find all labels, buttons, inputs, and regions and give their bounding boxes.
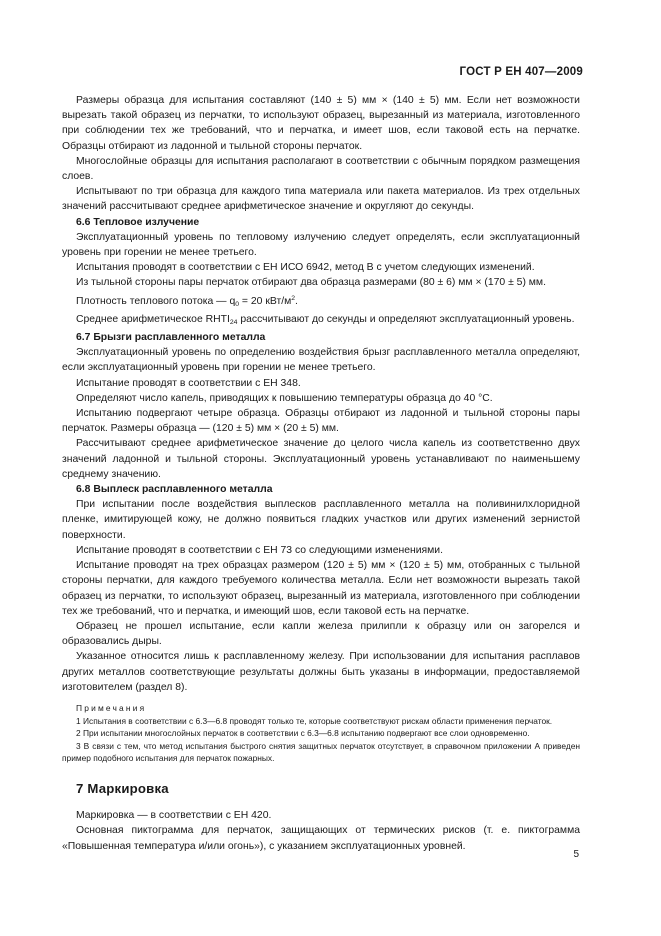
intro-paragraph: Многослойные образцы для испытания располагают в соответствии с обычным порядком размещения слоев.	[62, 155, 580, 183]
s67-paragraph: Испытание проводят в соответствии с ЕН 348.	[76, 377, 301, 389]
flux-text: Плотность теплового потока — q	[76, 295, 236, 307]
notes-block	[62, 702, 580, 765]
document-body	[62, 93, 580, 854]
notes-title: Примечания	[76, 702, 147, 713]
rhti-text: Среднее арифметическое RHTI	[76, 313, 230, 325]
standard-designation: ГОСТ Р ЕН 407—2009	[459, 66, 583, 78]
rhti-text: рассчитывают до секунды и определяют эксплуатационный уровень.	[237, 313, 575, 325]
note-item: 1 Испытания в соответствии с 6.3—6.8 проводят только те, которые соответствуют рискам области применения перчаток.	[76, 715, 553, 726]
s66-paragraph: Испытания проводят в соответствии с ЕН ИСО 6942, метод В с учетом следующих изменений.	[76, 262, 535, 274]
note-item: 2 При испытании многослойных перчаток в соответствии с 6.3—6.8 испытанию подвергают все слои одновременно.	[76, 728, 530, 739]
flux-text: .	[295, 295, 298, 307]
s66-heat-flux	[62, 291, 580, 312]
intro-paragraph: Испытывают по три образца для каждого типа материала или пакета материалов. Из трех отдельных значений рассчитывают среднее арифметическое значение и округляют до секунды.	[62, 186, 580, 213]
s7-paragraph: Маркировка — в соответствии с ЕН 420.	[76, 810, 272, 822]
s68-paragraph: Испытание проводят на трех образцах размером (120 ± 5) мм × (120 ± 5) мм, отобранных с тыльной стороны перчатки, для каждого требуемого количества металла. Если нет возможности вырезать такой образец из перчатки, то используют образец, вырезанный из материала, изготовленного при соблюдении тех же требований, что и перчатка, и имеющий шов, если таковой есть на перчатке.	[62, 560, 580, 617]
s67-paragraph: Определяют число капель, приводящих к повышению температуры образца до 40 °С.	[76, 392, 493, 404]
flux-text: = 20 кВт/м	[239, 295, 292, 307]
section-7-heading: 7 Маркировка	[76, 780, 169, 796]
note-item: 3 В связи с тем, что метод испытания быстрого снятия защитных перчаток отсутствует, в справочном приложении А приведен пример подобного испытания для перчаток пожарных.	[62, 740, 580, 764]
s66-paragraph: Из тыльной стороны пары перчаток отбирают два образца размерами (80 ± 6) мм × (170 ± 5) мм.	[76, 277, 546, 289]
s67-paragraph: Испытанию подвергают четыре образца. Образцы отбирают из ладонной и тыльной стороны пары перчаток. Размеры образца — (120 ± 5) мм × (20 ± 5) мм.	[62, 408, 580, 435]
page-number: 5	[573, 849, 579, 860]
s68-paragraph: Испытание проводят в соответствии с ЕН 73 со следующими изменениями.	[76, 544, 443, 556]
intro-paragraph: Размеры образца для испытания составляют (140 ± 5) мм × (140 ± 5) мм. Если нет возможности вырезать такой образец из перчатки, то используют образец, вырезанный из материала, изготовленного при соблюдении тех же требований, что и перчатка, и имеет шов, если таковой есть на перчатке. Образцы отбирают из ладонной и тыльной стороны перчаток.	[62, 95, 580, 152]
section-6-7-heading: 6.7 Брызги расплавленного металла	[76, 332, 266, 344]
section-6-8-heading: 6.8 Выплеск расплавленного металла	[76, 484, 273, 496]
section-6-6-heading: 6.6 Тепловое излучение	[76, 216, 200, 228]
s67-paragraph: Рассчитывают среднее арифметическое значение до целого числа капель из соответственно двух значений ладонной и тыльной стороны. Эксплуатационный уровень устанавливают по наименьшему среднему значению.	[62, 438, 580, 480]
s7-paragraph: Основная пиктограмма для перчаток, защищающих от термических рисков (т. е. пиктограмма «Повышенная температура и/или огонь»), с указанием эксплуатационных уровней.	[62, 825, 580, 852]
s67-paragraph: Эксплуатационный уровень по определению воздействия брызг расплавленного металла определяют, если эксплуатационный уровень при горении не менее третьего.	[62, 347, 580, 374]
s68-paragraph: Указанное относится лишь к расплавленному железу. При использовании для испытания расплавов других металлов соответствующие результаты должны быть указаны в информации, предоставляемой изготовителем (раздел 8).	[62, 651, 580, 693]
s66-rhti	[62, 312, 580, 330]
s68-paragraph: Образец не прошел испытание, если капли железа прилипли к образцу или он загорелся и образовались дыры.	[62, 620, 580, 648]
s68-paragraph: При испытании после воздействия выплесков расплавленного металла на поливинилхлоридной пленке, имитирующей кожу, не должно появиться гладких участков или других изменений зернистой поверхности.	[62, 499, 580, 541]
flux-subscript: 0	[235, 300, 240, 308]
flux-superscript: 2	[291, 294, 296, 302]
rhti-subscript: 24	[229, 318, 238, 326]
s66-paragraph: Эксплуатационный уровень по тепловому излучению следует определять, если эксплуатационный уровень при горении не менее третьего.	[62, 231, 580, 259]
